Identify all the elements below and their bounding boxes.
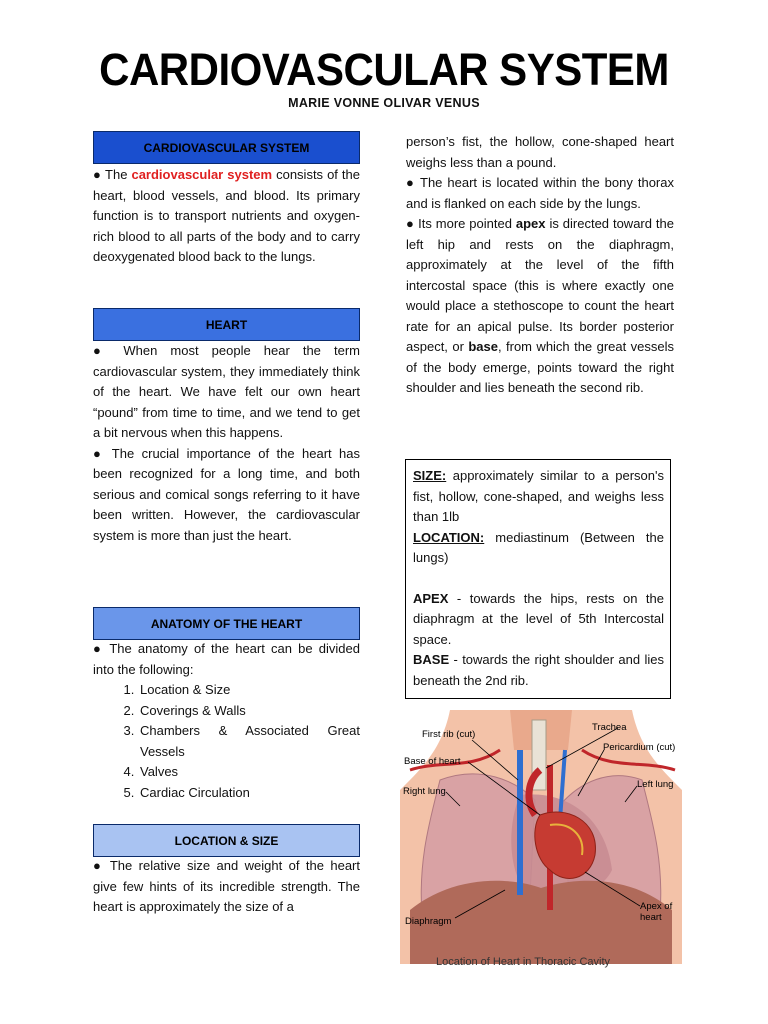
location-text: mediastinum (Between the lungs) bbox=[413, 529, 664, 565]
heart-section-body bbox=[93, 341, 360, 546]
spacer bbox=[413, 569, 664, 589]
label-apex: Apex of bbox=[640, 901, 673, 912]
anatomy-intro: ● The anatomy of the heart can be divided into the following: bbox=[93, 641, 360, 677]
label-left-lung: Left lung bbox=[637, 779, 674, 790]
location-line bbox=[413, 528, 664, 569]
summary-box bbox=[405, 459, 671, 699]
author-name: MARIE VONNE OLIVAR VENUS bbox=[288, 96, 480, 110]
list-item: 1. Location & Size bbox=[138, 680, 360, 701]
apex-text: - towards the hips, rests on the diaphragm at the level of 5th Intercostal space. bbox=[413, 590, 664, 647]
heart-paragraph-1: ● When most people hear the term cardiovascular system, they immediately think of the heart. We have felt our own heart “pound” from time to time, and we tend to get a bit nervous when this happens. bbox=[93, 343, 360, 440]
thorax-paragraph: ● The heart is located within the bony thorax and is flanked on each side by the lungs. bbox=[406, 175, 674, 211]
size-text: approximately similar to a person's fist, hollow, cone-shaped, and weighs less than 1lb bbox=[413, 468, 664, 524]
base-term: base bbox=[468, 339, 498, 354]
label-trachea: Trachea bbox=[592, 722, 627, 733]
location-section-body bbox=[93, 856, 360, 918]
apex-label: APEX bbox=[413, 590, 449, 606]
size-label: SIZE: bbox=[413, 468, 447, 483]
section-header-label: ANATOMY OF THE HEART bbox=[150, 616, 303, 631]
right-column-body bbox=[406, 132, 674, 399]
apex-text-c: , from which the great vessels of the body emerge, points toward the right shoulder and lies beneath the second rib. bbox=[406, 339, 674, 395]
label-pericardium: Pericardium (cut) bbox=[603, 742, 676, 753]
section-header-label: CARDIOVASCULAR SYSTEM bbox=[143, 140, 310, 155]
location-paragraph-continued: person’s fist, the hollow, cone-shaped heart weighs less than a pound. bbox=[406, 134, 674, 170]
apex-text-a: ● Its more pointed bbox=[406, 216, 516, 231]
cardio-text-post: consists of the heart, blood vessels, and blood. Its primary function is to transport nutrients and oxygen-rich blood to all parts of the body and to carry deoxygenated blood back to the lungs. bbox=[93, 167, 360, 264]
label-apex-2: heart bbox=[640, 912, 662, 923]
cardio-text-pre: The bbox=[101, 167, 132, 182]
label-first-rib: First rib (cut) bbox=[422, 729, 476, 740]
base-line bbox=[413, 650, 664, 691]
figure-caption: Location of Heart in Thoracic Cavity bbox=[436, 956, 611, 968]
size-line bbox=[413, 466, 664, 528]
base-text: - towards the right shoulder and lies beneath the 2nd rib. bbox=[413, 652, 664, 688]
section-header-label: LOCATION & SIZE bbox=[174, 833, 279, 848]
heart-paragraph-2: ● The crucial importance of the heart has been recognized for a long time, and both serious and comical songs referring to it have been written. However, the cardiovascular system is more than just the heart. bbox=[93, 445, 360, 543]
apex-line bbox=[413, 589, 664, 651]
cardio-paragraph bbox=[93, 165, 360, 268]
list-item: 4. Valves bbox=[138, 762, 360, 783]
list-item: 3. Chambers & Associated Great Vessels bbox=[138, 721, 360, 762]
section-header-label: HEART bbox=[205, 317, 248, 332]
base-label: BASE bbox=[413, 652, 450, 667]
location-label: LOCATION: bbox=[413, 529, 485, 545]
section-header-location bbox=[93, 824, 360, 857]
apex-paragraph bbox=[406, 214, 674, 399]
apex-term: apex bbox=[515, 216, 546, 231]
bullet-icon: ● bbox=[93, 167, 102, 182]
section-header-heart bbox=[93, 308, 360, 341]
label-diaphragm: Diaphragm bbox=[405, 916, 452, 927]
cardio-section-body bbox=[93, 165, 360, 268]
list-item: 2. Coverings & Walls bbox=[138, 701, 360, 722]
location-paragraph: ● The relative size and weight of the heart give few hints of its incredible strength. The heart is approximately the size of a bbox=[93, 858, 360, 914]
cardio-highlight: cardiovascular system bbox=[131, 167, 273, 182]
list-item: 5. Cardiac Circulation bbox=[138, 783, 360, 804]
section-header-cardiovascular bbox=[93, 131, 360, 164]
label-right-lung: Right lung bbox=[403, 786, 446, 797]
anatomy-list bbox=[93, 680, 360, 803]
apex-text-b: is directed toward the left hip and rests on the diaphragm, approximately at the level of the fifth intercostal space (this is where exactly one would place a stethoscope to count the heart rate for an apical pulse. Its border posterior aspect, or bbox=[406, 216, 674, 354]
label-base-of-heart: Base of heart bbox=[404, 756, 461, 767]
heart-thorax-illustration bbox=[400, 710, 682, 964]
document-title: CARDIOVASCULAR SYSTEM bbox=[99, 44, 669, 95]
anatomy-section-body bbox=[93, 639, 360, 803]
section-header-anatomy bbox=[93, 607, 360, 640]
